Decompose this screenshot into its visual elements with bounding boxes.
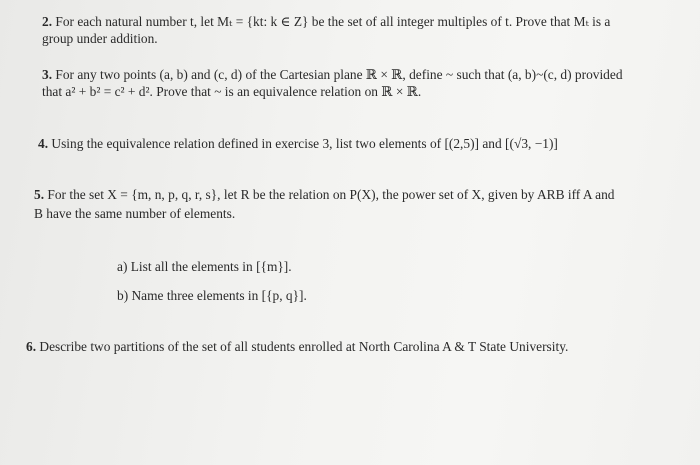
problem-5-number: 5. xyxy=(34,187,45,202)
problem-6-number: 6. xyxy=(26,339,37,354)
problem-6-line-1 xyxy=(26,339,568,355)
problem-5-text-1: For the set X = {m, n, p, q, r, s}, let R be the relation on P(X), the power set of X, given by ARB iff A and xyxy=(47,187,615,202)
problem-3-number: 3. xyxy=(42,67,53,82)
problem-2-line-1 xyxy=(42,14,610,30)
problem-5-subpart-a: a) List all the elements in [{m}]. xyxy=(117,259,292,274)
problem-4-number: 4. xyxy=(38,136,49,151)
problem-4-line-1 xyxy=(38,136,558,152)
problem-3-text-2: that a² + b² = c² + d². Prove that ~ is an equivalence relation on ℝ × ℝ. xyxy=(42,84,422,99)
problem-4-text-1: Using the equivalence relation defined in exercise 3, list two elements of [(2,5)] and [(√3, −1)] xyxy=(51,136,558,151)
problem-6-text-1: Describe two partitions of the set of all students enrolled at North Carolina A & T State University. xyxy=(39,339,569,354)
problem-5-text-2: B have the same number of elements. xyxy=(34,206,236,221)
problem-3-line-1 xyxy=(42,67,623,83)
problem-2-text-2: group under addition. xyxy=(42,31,158,46)
problem-5-line-1 xyxy=(34,187,615,203)
problem-2-number: 2. xyxy=(42,14,53,29)
problem-3-text-1: For any two points (a, b) and (c, d) of the Cartesian plane ℝ × ℝ, define ~ such that (a, b)~(c, d) provided xyxy=(55,67,623,82)
problem-5-subpart-b: b) Name three elements in [{p, q}]. xyxy=(117,288,307,303)
problem-2-text-1: For each natural number t, let Mₜ = {kt: k ∈ Z} be the set of all integer multiples of t. Prove that Mₜ is a xyxy=(55,14,611,29)
